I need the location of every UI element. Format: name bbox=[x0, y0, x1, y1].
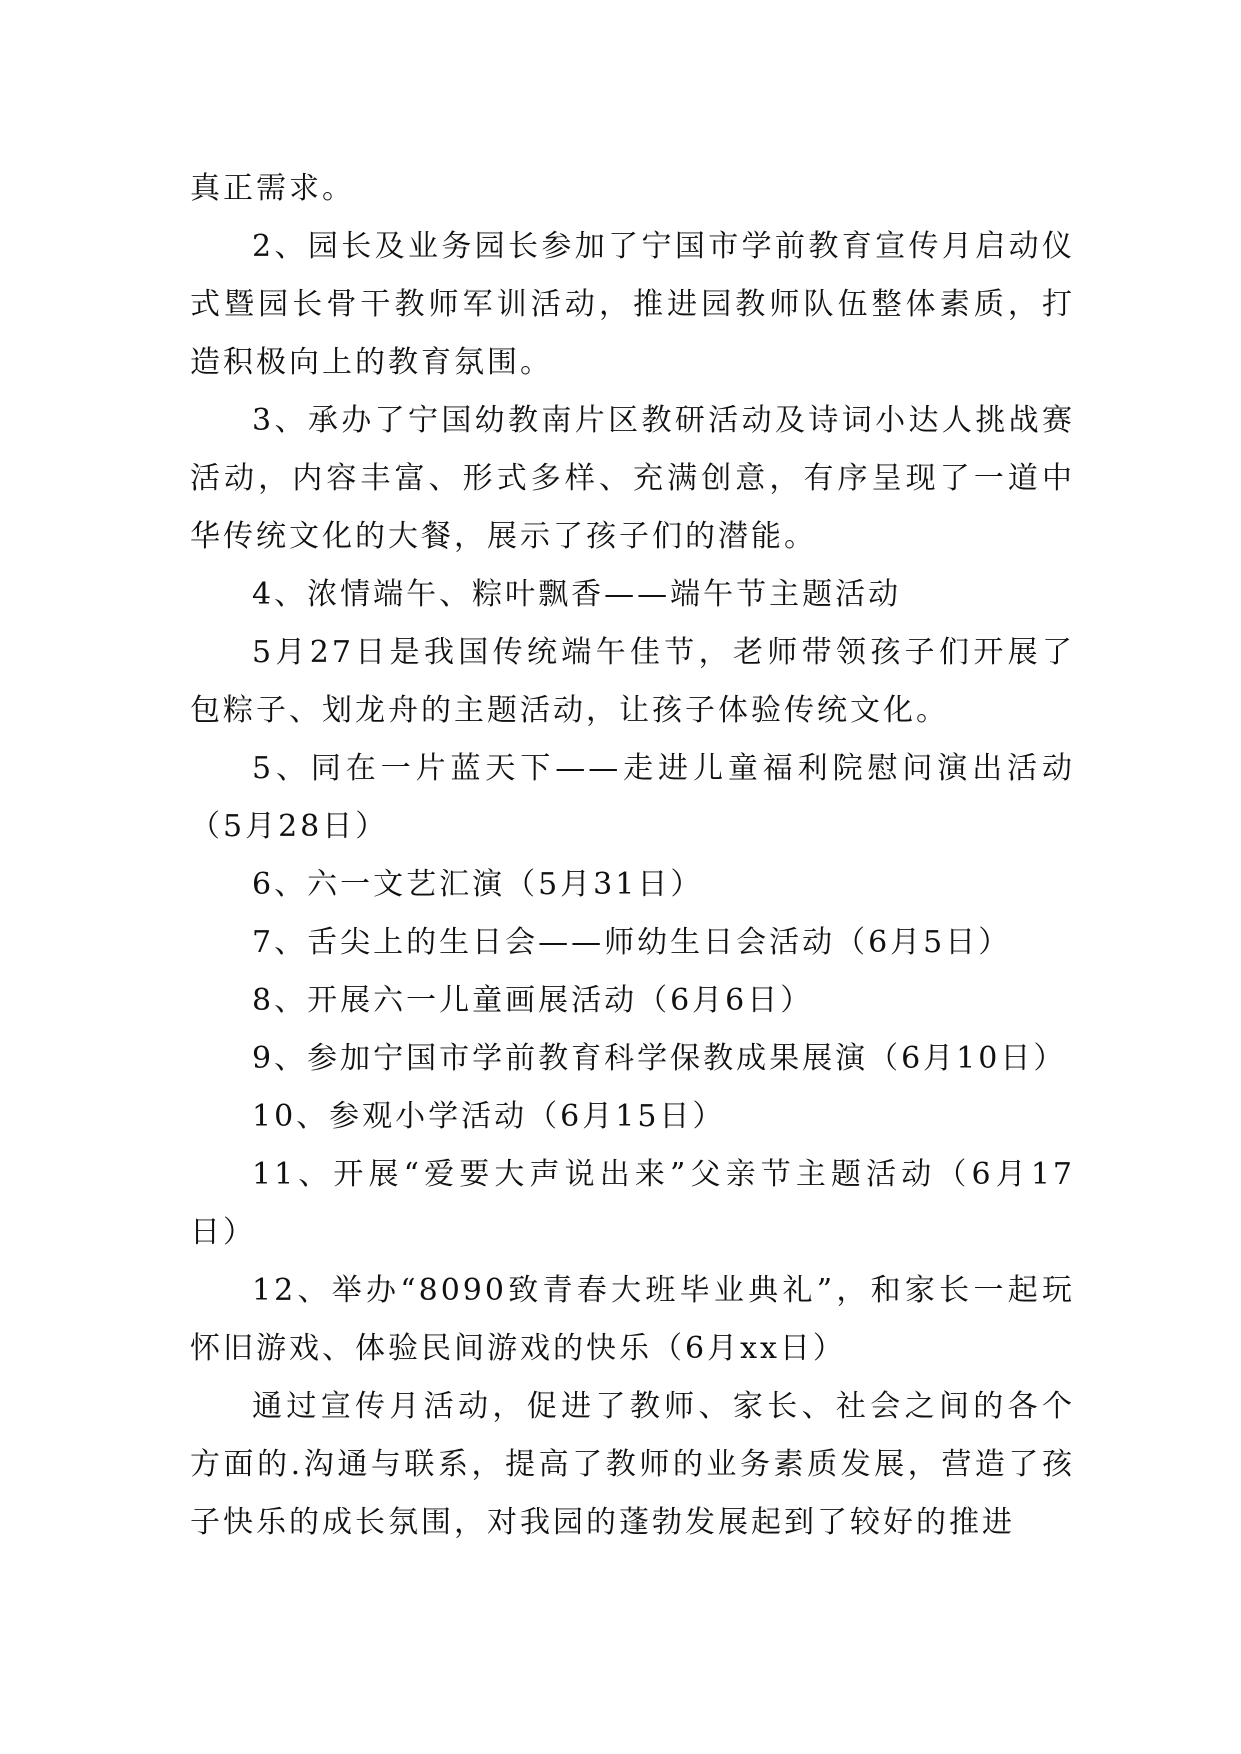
paragraph-6: 5、同在一片蓝天下——走进儿童福利院慰问演出活动（5月28日） bbox=[190, 751, 1075, 844]
paragraph-2: 2、园长及业务园长参加了宁国市学前教育宣传月启动仪式暨园长骨干教师军训活动，推进园教师队伍整体素质，打造积极向上的教育氛围。 bbox=[190, 229, 1075, 380]
paragraph-13: 12、举办“8090致青春大班毕业典礼”，和家长一起玩怀旧游戏、体验民间游戏的快乐（6月xx日） bbox=[190, 1273, 1075, 1366]
paragraph-12: 11、开展“爱要大声说出来”父亲节主题活动（6月17日） bbox=[190, 1157, 1075, 1250]
paragraph-8: 7、舌尖上的生日会——师幼生日会活动（6月5日） bbox=[252, 925, 1012, 960]
document-body bbox=[190, 160, 1075, 1552]
paragraph-5: 5月27日是我国传统端午佳节，老师带领孩子们开展了包粽子、划龙舟的主题活动，让孩子体验传统文化。 bbox=[190, 635, 1075, 728]
paragraph-4: 4、浓情端午、粽叶飘香——端午节主题活动 bbox=[252, 577, 902, 612]
paragraph-14: 通过宣传月活动，促进了教师、家长、社会之间的各个方面的.沟通与联系，提高了教师的业务素质发展，营造了孩子快乐的成长氛围，对我园的蓬勃发展起到了较好的推进 bbox=[190, 1389, 1075, 1540]
paragraph-7: 6、六一文艺汇演（5月31日） bbox=[252, 867, 704, 902]
paragraph-10: 9、参加宁国市学前教育科学保教成果展演（6月10日） bbox=[252, 1041, 1067, 1076]
paragraph-11: 10、参观小学活动（6月15日） bbox=[252, 1099, 726, 1134]
paragraph-1: 真正需求。 bbox=[190, 171, 355, 206]
paragraph-9: 8、开展六一儿童画展活动（6月6日） bbox=[252, 983, 814, 1018]
paragraph-3: 3、承办了宁国幼教南片区教研活动及诗词小达人挑战赛活动，内容丰富、形式多样、充满创意，有序呈现了一道中华传统文化的大餐，展示了孩子们的潜能。 bbox=[190, 403, 1075, 554]
